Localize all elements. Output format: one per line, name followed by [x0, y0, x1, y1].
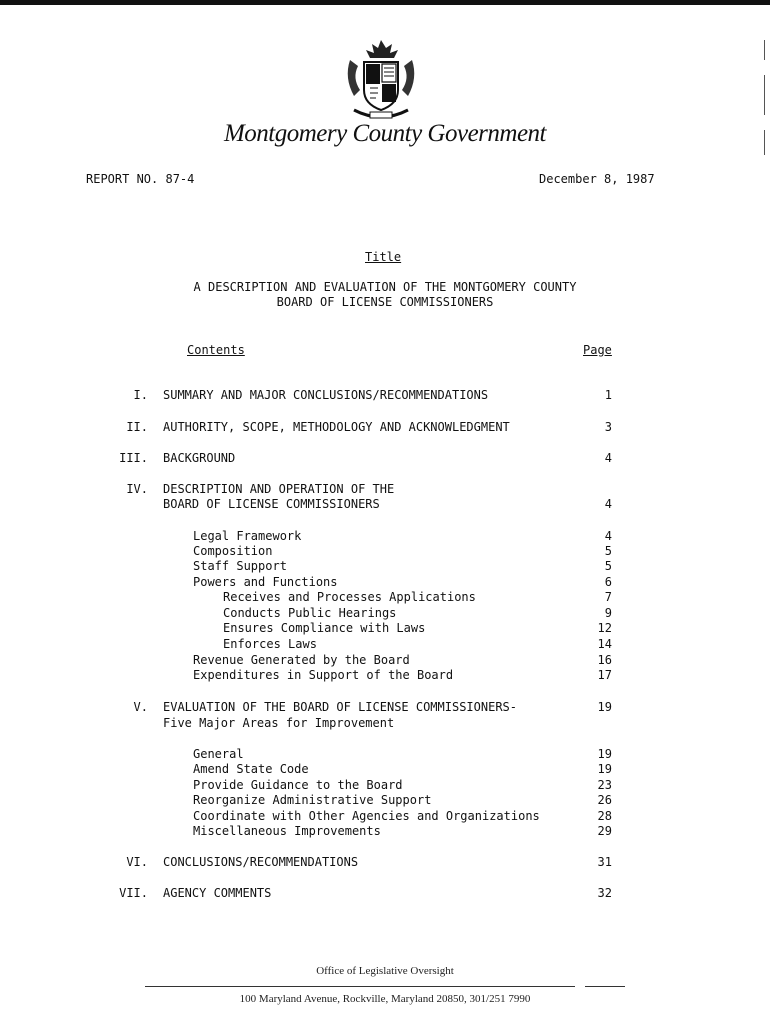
title-line-1: A DESCRIPTION AND EVALUATION OF THE MONTGOMERY COUNTY — [193, 280, 577, 294]
toc-subentry: Coordinate with Other Agencies and Organizations — [193, 809, 540, 823]
toc-entry: AGENCY COMMENTS — [163, 886, 272, 900]
toc-entry-continued: BOARD OF LICENSE COMMISSIONERS — [163, 497, 380, 511]
toc-numeral: V. — [133, 700, 148, 714]
toc-entry-continued: Five Major Areas for Improvement — [163, 716, 395, 730]
toc-subentry: Amend State Code — [193, 762, 309, 776]
toc-entry: BACKGROUND — [163, 451, 236, 465]
toc-subentry: General — [193, 747, 244, 761]
toc-page: 19 — [597, 762, 612, 776]
toc-entry: DESCRIPTION AND OPERATION OF THE — [163, 482, 395, 496]
toc-entry: CONCLUSIONS/RECOMMENDATIONS — [163, 855, 359, 869]
toc-page: 23 — [597, 778, 612, 792]
toc-subentry: Conducts Public Hearings — [223, 606, 397, 620]
toc-page: 29 — [597, 824, 612, 838]
toc-subentry: Staff Support — [193, 559, 287, 573]
toc-entry: AUTHORITY, SCOPE, METHODOLOGY AND ACKNOWLEDGMENT — [163, 420, 510, 434]
toc-subentry: Ensures Compliance with Laws — [223, 621, 426, 635]
footer-rule — [145, 986, 575, 987]
toc-numeral: VII. — [119, 886, 148, 900]
page-heading: Page — [583, 343, 612, 357]
toc-subentry: Receives and Processes Applications — [223, 590, 476, 604]
toc-page: 3 — [604, 420, 612, 434]
toc-page: 6 — [604, 575, 612, 589]
footer-office: Office of Legislative Oversight — [316, 965, 454, 977]
toc-page: 4 — [604, 451, 612, 465]
toc-page: 17 — [597, 668, 612, 682]
toc-page: 5 — [604, 559, 612, 573]
toc-page: 1 — [604, 388, 612, 402]
toc-subentry: Powers and Functions — [193, 575, 338, 589]
scan-edge-mark — [764, 40, 765, 60]
toc-page: 16 — [597, 653, 612, 667]
toc-page: 26 — [597, 793, 612, 807]
toc-page: 19 — [597, 700, 612, 714]
toc-numeral: I. — [133, 388, 148, 402]
title-label: Title — [365, 250, 402, 264]
toc-page: 28 — [597, 809, 612, 823]
toc-subentry: Composition — [193, 544, 273, 558]
toc-page: 14 — [597, 637, 612, 651]
toc-entry: EVALUATION OF THE BOARD OF LICENSE COMMISSIONERS- — [163, 700, 518, 714]
toc-subentry: Revenue Generated by the Board — [193, 653, 410, 667]
county-seal-icon — [340, 38, 422, 128]
toc-page: 31 — [597, 855, 612, 869]
toc-subentry: Expenditures in Support of the Board — [193, 668, 454, 682]
scan-edge-mark — [764, 75, 765, 115]
toc-page: 19 — [597, 747, 612, 761]
title-line-2: BOARD OF LICENSE COMMISSIONERS — [276, 295, 494, 309]
top-scan-edge — [0, 0, 770, 5]
toc-page: 4 — [604, 497, 612, 511]
contents-heading: Contents — [187, 343, 245, 357]
toc-entry: SUMMARY AND MAJOR CONCLUSIONS/RECOMMENDATIONS — [163, 388, 489, 402]
toc-page: 5 — [604, 544, 612, 558]
report-number: REPORT NO. 87-4 — [86, 172, 195, 186]
toc-numeral: II. — [126, 420, 148, 434]
toc-page: 4 — [604, 529, 612, 543]
toc-subentry: Enforces Laws — [223, 637, 317, 651]
toc-subentry: Provide Guidance to the Board — [193, 778, 403, 792]
footer-rule — [585, 986, 625, 987]
government-name: Montgomery County Government — [223, 120, 547, 147]
toc-numeral: III. — [119, 451, 148, 465]
toc-subentry: Reorganize Administrative Support — [193, 793, 432, 807]
footer-address: 100 Maryland Avenue, Rockville, Maryland 20850, 301/251 7990 — [239, 993, 531, 1005]
toc-numeral: VI. — [126, 855, 148, 869]
toc-page: 9 — [604, 606, 612, 620]
toc-page: 12 — [597, 621, 612, 635]
toc-page: 32 — [597, 886, 612, 900]
toc-numeral: IV. — [126, 482, 148, 496]
report-date: December 8, 1987 — [539, 172, 655, 186]
toc-subentry: Legal Framework — [193, 529, 302, 543]
toc-page: 7 — [604, 590, 612, 604]
toc-subentry: Miscellaneous Improvements — [193, 824, 381, 838]
